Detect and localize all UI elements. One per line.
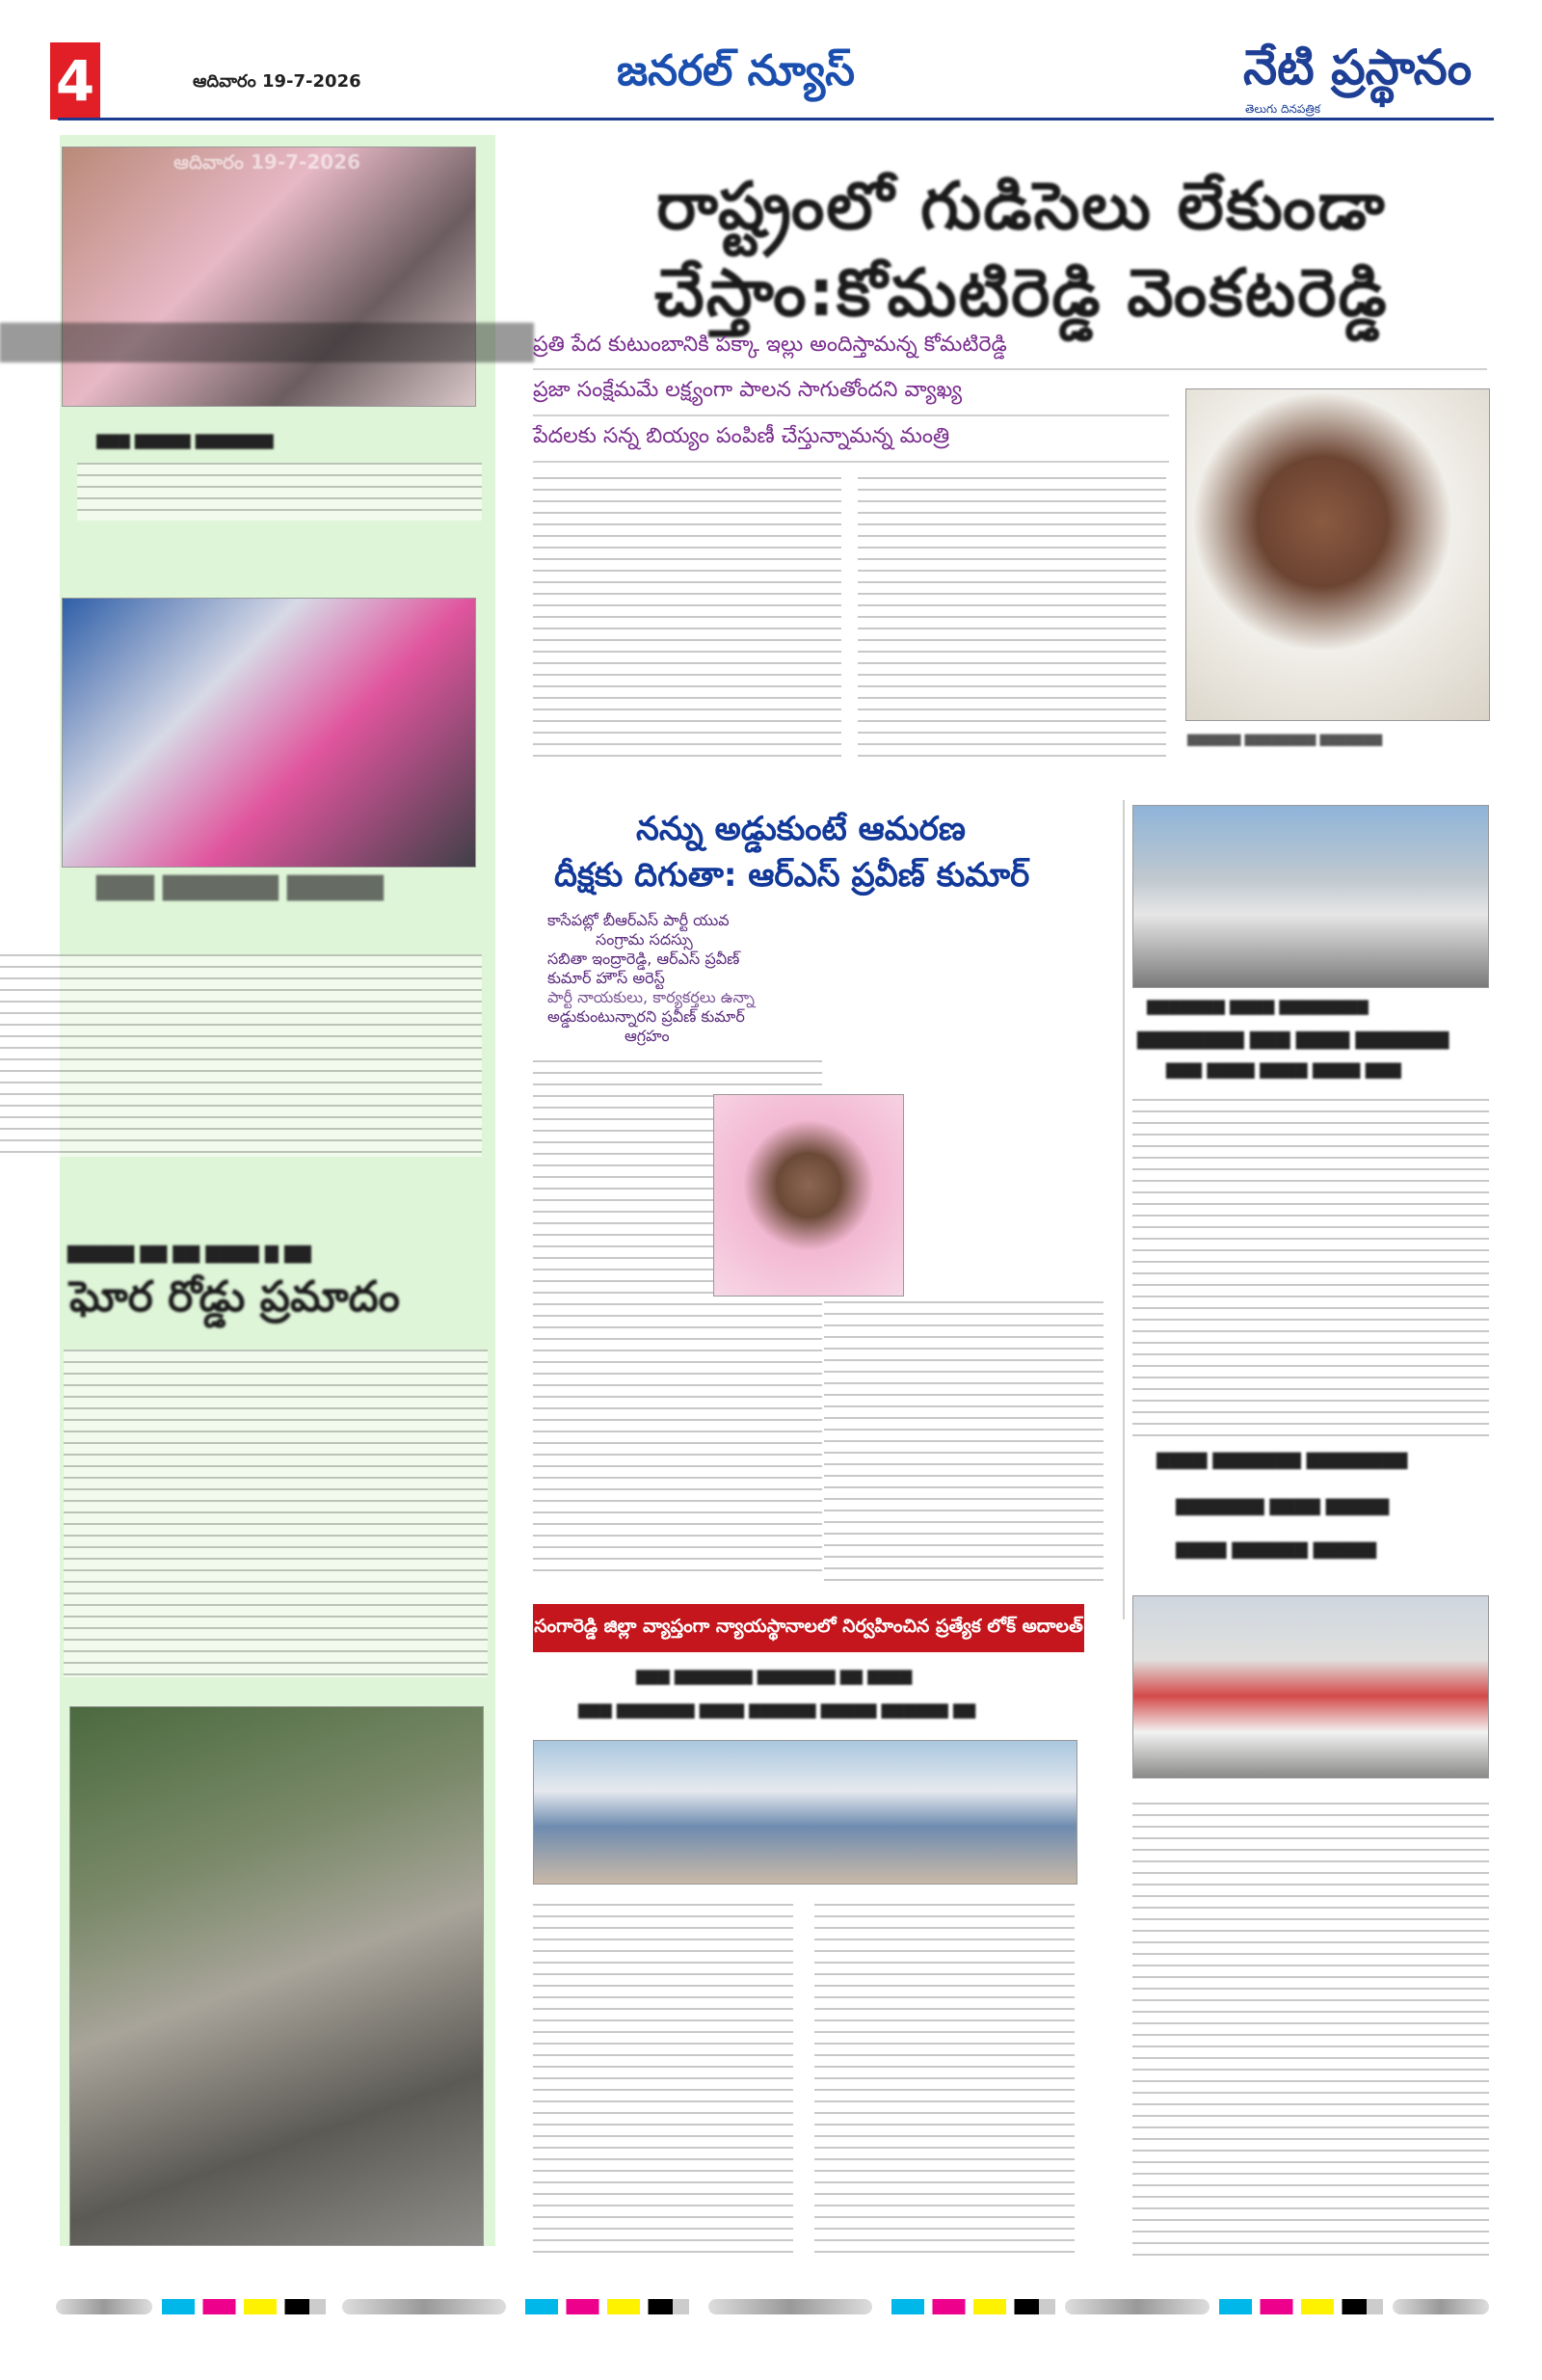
crash-story-text [64,1350,488,1677]
lead-deck-3: పేదలకు సన్న బియ్యం పంపిణీ చేస్తున్నామన్న మంత్రి [533,424,950,448]
lead-text-col2 [858,477,1166,757]
left-story2-text [0,954,482,1157]
crash-headline: ఘోర రోడ్డు ప్రమాదం [69,1272,400,1322]
second-story-summary [547,911,837,1046]
column-rule [1123,800,1125,1619]
deck-divider [533,368,1487,370]
summary-line: కాసేపట్లో బీఆర్ఎస్ పార్టీ యువ [547,911,730,929]
rally-photo [1132,1595,1489,1778]
temple-visit-photo [1132,805,1489,988]
registration-gray-bar [1065,2299,1210,2314]
deck-divider [533,414,1169,416]
lead-headline-line1: రాష్ట్రంలో గుడిసెలు లేకుండా [656,169,1387,245]
photo-date-overlay: ఆదివారం 19-7-2026 [173,150,361,174]
registration-color-bar [891,2299,1055,2314]
temple-story-headline: ▇▇▇▇▇▇▇▇ ▇▇▇ ▇▇▇▇ ▇▇▇▇▇▇▇ [1137,1030,1449,1050]
lok-adalat-text-col2 [814,1904,1075,2256]
right-story2-kicker: ▇▇▇▇ ▇▇▇▇▇▇▇ ▇▇▇▇▇▇▇▇ [1156,1451,1408,1470]
summary-line: పార్టీ నాయకులు, కార్యకర్తలు ఉన్నా [547,988,755,1006]
right-story2-subhead: ▇▇▇▇ ▇▇▇▇▇▇ ▇▇▇▇▇ [1176,1540,1376,1560]
masthead-tagline: తెలుగు దినపత్రిక [1245,102,1321,116]
summary-line: అడ్డుకుంటున్నారని ప్రవీణ్ కుమార్ [547,1007,745,1026]
registration-color-bar [162,2299,326,2314]
second-headline-line1: నన్ను అడ్డుకుంటే ఆమరణ [636,810,966,848]
temple-story-subhead: ▇▇▇ ▇▇▇▇ ▇▇▇▇ ▇▇▇▇ ▇▇▇ [1166,1060,1401,1079]
lead-text-col1 [533,477,841,757]
lead-deck-2: ప్రజా సంక్షేమమే లక్ష్యంగా పాలన సాగుతోందని వ్యాఖ్య [533,378,963,402]
registration-color-bar [525,2299,689,2314]
press-meet-photo [62,147,476,407]
left-story1-kicker: ▇▇▇ ▇▇▇▇▇ ▇▇▇▇▇▇▇ [96,432,274,449]
summary-line: కుమార్ హౌస్ అరెస్ట్ [547,969,665,987]
youth-rally-photo [62,598,476,868]
right-story2-headline: ▇▇▇▇▇▇▇ ▇▇▇▇ ▇▇▇▇▇ [1176,1497,1390,1516]
lok-adalat-kicker: ▇▇▇ ▇▇▇▇▇▇▇ ▇▇▇▇▇▇▇ ▇▇ ▇▇▇▇ [636,1668,913,1685]
deck-divider [533,461,1169,463]
registration-gray-bar [1393,2299,1489,2314]
temple-story-text [1132,1099,1489,1436]
registration-color-bar [1219,2299,1383,2314]
youth-rally-caption: ▇▇▇ ▇▇▇▇▇▇ ▇▇▇▇▇ [96,872,385,901]
lok-adalat-banner: సంగారెడ్డి జిల్లా వ్యాప్తంగా న్యాయస్థానాలలో నిర్వహించిన ప్రత్యేక లోక్ అదాలత్ [533,1604,1084,1652]
registration-gray-bar [708,2299,872,2314]
registration-gray-bar [56,2299,152,2314]
lead-headline-line2: చేస్తాం:కోమటిరెడ్డి వెంకటరెడ్డి [654,255,1389,332]
lok-adalat-photo [533,1740,1077,1885]
registration-gray-bar [342,2299,506,2314]
temple-story-kicker: ▇▇▇▇▇▇▇ ▇▇▇▇ ▇▇▇▇▇▇▇▇ [1147,998,1369,1015]
section-title: జనరల్ న్యూస్ [617,46,855,95]
lead-deck-1: ప్రతి పేద కుటుంబానికి పక్కా ఇల్లు అందిస్తామన్న కోమటిరెడ్డి [533,333,1007,357]
header-rule [58,118,1494,120]
lok-adalat-text-col1 [533,1904,793,2256]
summary-line: సంగ్రామ సదస్సు [596,930,693,949]
second-headline-line2: దీక్షకు దిగుతా: ఆర్ఎస్ ప్రవీణ్ కుమార్ [554,856,1030,895]
ghost-headline-overlay: ▇▇▇▇▇▇▇▇▇▇▇▇▇▇▇▇▇▇ [0,318,534,362]
rally-story-text [1132,1803,1489,2256]
lead-headline [545,164,1499,337]
masthead-logo: నేటి ప్రస్థానం [1243,39,1473,95]
second-story-text-col2 [824,1301,1103,1581]
issue-date: ఆదివారం 19-7-2026 [193,71,361,92]
minister-portrait [1185,388,1490,721]
summary-line: సబితా ఇంద్రారెడ్డి, ఆర్ఎస్ ప్రవీణ్ [547,949,740,968]
left-story1-text [77,463,482,521]
crash-photo [69,1706,484,2246]
crash-kicker: ▇▇▇▇▇ ▇▇ ▇▇ ▇▇▇▇ ▇ ▇▇ [67,1243,311,1264]
page-number: 4 [50,42,100,120]
summary-line: ఆగ్రహం [625,1027,670,1045]
portrait-caption: ▇▇▇▇▇▇ ▇▇▇▇▇▇▇▇ ▇▇▇▇▇▇▇ [1187,733,1383,746]
speaker-photo [713,1094,904,1297]
lok-adalat-subhead: ▇▇▇ ▇▇▇▇▇▇▇ ▇▇▇▇ ▇▇▇▇▇▇ ▇▇▇▇▇ ▇▇▇▇▇▇ ▇▇ [578,1701,976,1719]
